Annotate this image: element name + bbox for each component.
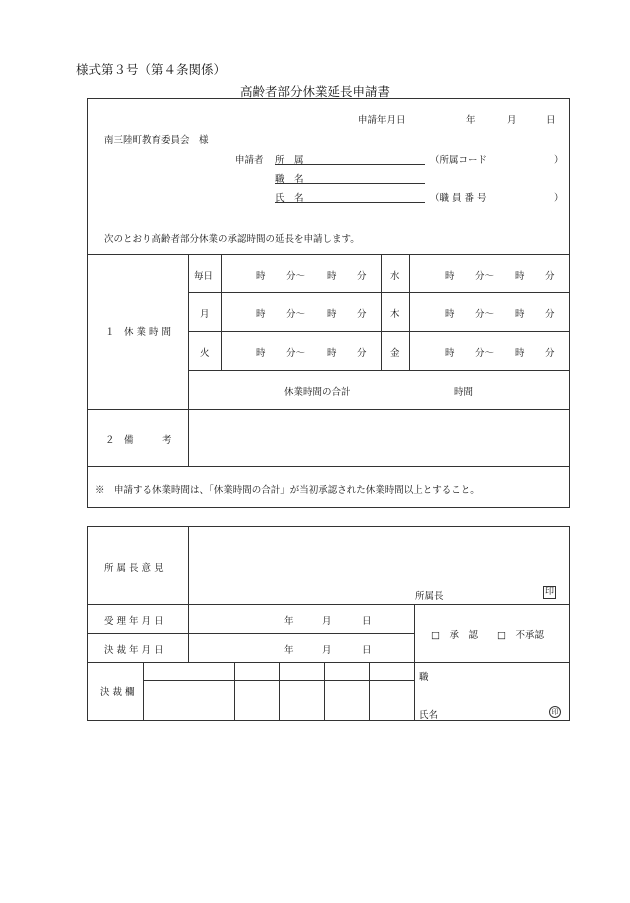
- day-label-daily: 毎日: [194, 271, 214, 282]
- divider: [143, 662, 144, 721]
- decision-column-label: 決 裁 欄: [100, 687, 135, 698]
- divider: [188, 331, 570, 332]
- statement: 次のとおり高齢者部分休業の承認時間の延長を申請します。: [104, 234, 360, 245]
- application-date-month: 月: [507, 115, 517, 126]
- time-minute-to: 分～: [475, 348, 495, 359]
- time-hour: 時: [256, 348, 266, 359]
- divider: [324, 662, 325, 721]
- decided-year: 年: [284, 645, 294, 656]
- received-day: 日: [362, 616, 372, 627]
- divider: [234, 662, 235, 721]
- divider: [87, 254, 570, 255]
- seal-circle-icon: 印: [549, 706, 561, 718]
- decided-date-label: 決 裁 年 月 日: [104, 645, 164, 656]
- divider: [188, 526, 189, 662]
- application-form-box: [87, 98, 570, 508]
- affiliation-line: [275, 164, 425, 165]
- received-month: 月: [322, 616, 332, 627]
- application-date-label: 申請年月日: [358, 115, 406, 126]
- received-year: 年: [284, 616, 294, 627]
- time-minute-to: 分～: [286, 271, 306, 282]
- name-label: 氏 名: [275, 193, 304, 204]
- chief-opinion-label: 所 属 長 意 見: [104, 563, 164, 574]
- seal-box: 印: [544, 587, 554, 597]
- position-line: [275, 183, 425, 184]
- divider: [409, 254, 410, 370]
- time-hour: 時: [327, 309, 337, 320]
- divider: [414, 604, 415, 721]
- time-hour: 時: [515, 309, 525, 320]
- hours-label: １ 休 業 時 間: [105, 327, 172, 338]
- divider: [87, 662, 570, 663]
- time-minute: 分: [357, 348, 367, 359]
- time-minute-to: 分～: [286, 348, 306, 359]
- time-hour: 時: [445, 271, 455, 282]
- affiliation-code-label: （所属コード: [430, 155, 488, 166]
- time-minute: 分: [545, 348, 555, 359]
- position-label: 職 名: [275, 174, 304, 185]
- divider: [279, 662, 280, 721]
- staff-number-close: ）: [554, 193, 564, 204]
- divider: [188, 370, 570, 371]
- day-label-fri: 金: [390, 348, 400, 359]
- applicant-label: 申請者: [235, 155, 264, 166]
- time-minute: 分: [357, 309, 367, 320]
- application-date-year: 年: [466, 115, 476, 126]
- divider: [87, 604, 570, 605]
- divider: [381, 254, 382, 370]
- time-minute-to: 分～: [475, 309, 495, 320]
- affiliation-label: 所 属: [275, 155, 304, 166]
- form-number: 様式第３号（第４条関係）: [76, 62, 227, 77]
- day-label-tue: 火: [200, 348, 210, 359]
- day-label-wed: 水: [390, 271, 400, 282]
- received-date-label: 受 理 年 月 日: [104, 616, 164, 627]
- total-hours-label: 休業時間の合計: [284, 387, 351, 398]
- time-minute-to: 分～: [286, 309, 306, 320]
- divider: [188, 292, 570, 293]
- divider: [87, 633, 414, 634]
- affiliation-code-close: ）: [554, 155, 564, 166]
- form-title: 高齢者部分休業延長申請書: [239, 84, 390, 99]
- addressee: 南三陸町教育委員会 様: [104, 135, 209, 146]
- name-line: [275, 202, 425, 203]
- time-hour: 時: [515, 348, 525, 359]
- approval-checkboxes[interactable]: □ 承 認 □ 不承認: [431, 630, 544, 641]
- time-hour: 時: [515, 271, 525, 282]
- time-minute: 分: [357, 271, 367, 282]
- decided-month: 月: [322, 645, 332, 656]
- divider: [221, 254, 222, 370]
- time-hour: 時: [327, 271, 337, 282]
- note: ※ 申請する休業時間は、「休業時間の合計」が当初承認された休業時間以上とすること。: [95, 485, 480, 496]
- time-hour: 時: [445, 348, 455, 359]
- time-hour: 時: [445, 309, 455, 320]
- decider-name-label: 氏名: [419, 710, 439, 721]
- divider: [87, 466, 570, 467]
- divider: [188, 254, 189, 466]
- total-hours-unit: 時間: [454, 387, 474, 398]
- remarks-label: ２ 備 考: [105, 435, 172, 446]
- application-date-day: 日: [546, 115, 556, 126]
- chief-label: 所属長: [415, 591, 444, 602]
- time-minute-to: 分～: [475, 271, 495, 282]
- divider: [143, 680, 414, 681]
- staff-number-label: （職 員 番 号: [430, 193, 487, 204]
- time-hour: 時: [327, 348, 337, 359]
- time-hour: 時: [256, 309, 266, 320]
- divider: [87, 409, 570, 410]
- time-minute: 分: [545, 271, 555, 282]
- time-minute: 分: [545, 309, 555, 320]
- divider: [369, 662, 370, 721]
- day-label-mon: 月: [200, 309, 210, 320]
- decided-day: 日: [362, 645, 372, 656]
- time-hour: 時: [256, 271, 266, 282]
- decider-position-label: 職: [419, 672, 429, 683]
- day-label-thu: 木: [390, 309, 400, 320]
